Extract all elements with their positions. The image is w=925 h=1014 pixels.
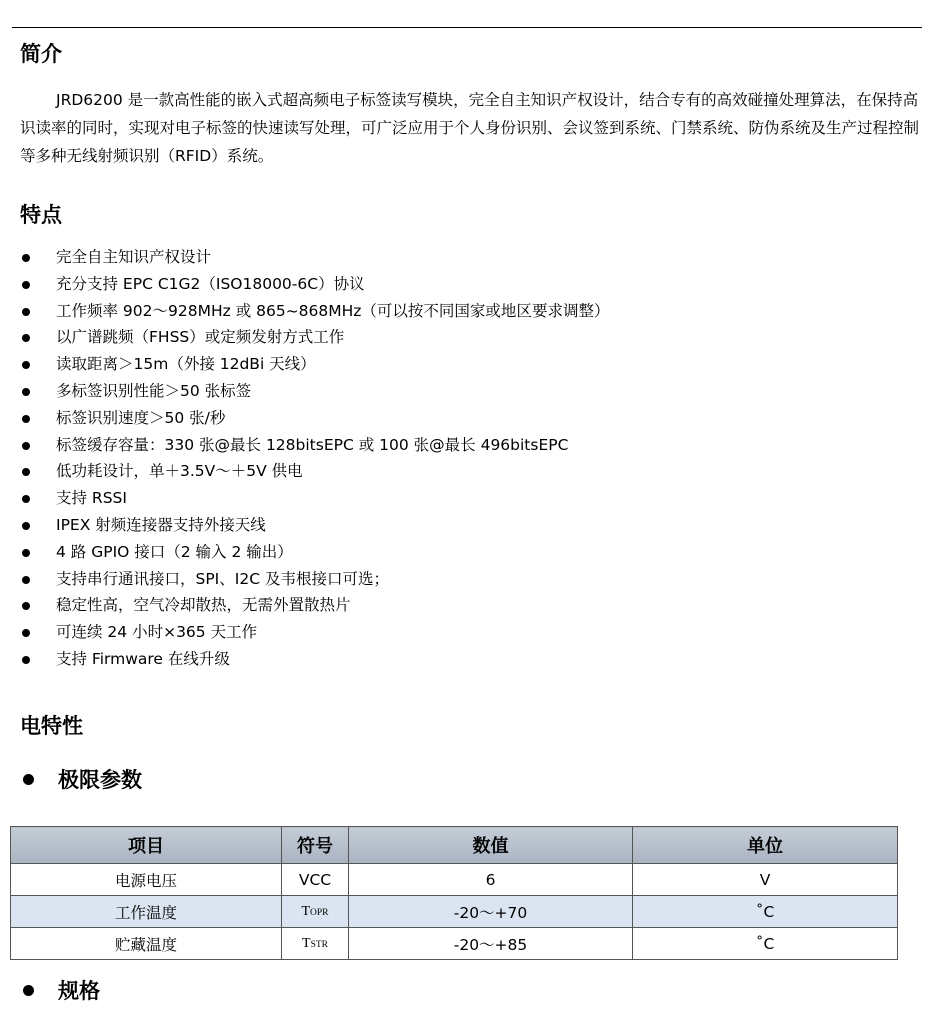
bullet-icon <box>23 985 34 996</box>
cell-symbol: VCC <box>282 864 349 896</box>
feature-item: 充分支持 EPC C1G2（ISO18000-6C）协议 <box>20 271 609 298</box>
feature-item: 支持 RSSI <box>20 485 609 512</box>
feature-item: 读取距离＞15m（外接 12dBi 天线） <box>20 351 609 378</box>
bullet-icon <box>22 281 30 289</box>
feature-item: 低功耗设计，单＋3.5V～＋5V 供电 <box>20 458 609 485</box>
feature-item: IPEX 射频连接器支持外接天线 <box>20 512 609 539</box>
bullet-icon <box>22 549 30 557</box>
cell-value: -20～+85 <box>349 928 633 960</box>
table-row <box>11 864 898 896</box>
table-header-row <box>11 827 898 864</box>
bullet-icon <box>22 576 30 584</box>
bullet-icon <box>22 442 30 450</box>
feature-item: 标签缓存容量：330 张@最长 128bitsEPC 或 100 张@最长 496bitsEPC <box>20 432 609 459</box>
intro-paragraph: JRD6200 是一款高性能的嵌入式超高频电子标签读写模块，完全自主知识产权设计，结合专有的高效碰撞处理算法，在保持高识读率的同时，实现对电子标签的快速读写处理，可广泛应用于个人身份识别、会议签到系统、门禁系统、防伪系统及生产过程控制等多种无线射频识别（RFID）系统。 <box>20 91 920 165</box>
bullet-icon <box>22 468 30 476</box>
feature-item: 以广谱跳频（FHSS）或定频发射方式工作 <box>20 324 609 351</box>
cell-symbol: TOPR <box>282 896 349 928</box>
limits-heading: 极限参数 <box>20 768 142 793</box>
bullet-icon <box>22 361 30 369</box>
bullet-icon <box>22 522 30 530</box>
feature-item: 4 路 GPIO 接口（2 输入 2 输出） <box>20 539 609 566</box>
col-header-symbol: 符号 <box>282 827 349 864</box>
bullet-icon <box>22 415 30 423</box>
feature-item: 支持串行通讯接口，SPI、I2C 及韦根接口可选； <box>20 566 609 593</box>
spec-heading: 规格 <box>20 979 100 1004</box>
limits-table <box>10 826 898 960</box>
feature-item: 稳定性高，空气冷却散热，无需外置散热片 <box>20 592 609 619</box>
table-row <box>11 896 898 928</box>
cell-unit: V <box>633 864 898 896</box>
bullet-icon <box>22 656 30 664</box>
table-row <box>11 928 898 960</box>
cell-value: 6 <box>349 864 633 896</box>
electrical-heading: 电特性 <box>20 714 83 738</box>
cell-item: 工作温度 <box>11 896 282 928</box>
feature-item: 支持 Firmware 在线升级 <box>20 646 609 673</box>
bullet-icon <box>22 334 30 342</box>
features-heading: 特点 <box>20 203 62 227</box>
col-header-unit: 单位 <box>633 827 898 864</box>
cell-unit: ˚C <box>633 928 898 960</box>
features-list <box>20 244 609 673</box>
cell-value: -20～+70 <box>349 896 633 928</box>
col-header-value: 数值 <box>349 827 633 864</box>
cell-item: 电源电压 <box>11 864 282 896</box>
bullet-icon <box>22 254 30 262</box>
bullet-icon <box>23 774 34 785</box>
col-header-item: 项目 <box>11 827 282 864</box>
bullet-icon <box>22 629 30 637</box>
feature-item: 标签识别速度＞50 张/秒 <box>20 405 609 432</box>
cell-item: 贮藏温度 <box>11 928 282 960</box>
bullet-icon <box>22 308 30 316</box>
feature-item: 完全自主知识产权设计 <box>20 244 609 271</box>
bullet-icon <box>22 495 30 503</box>
bullet-icon <box>22 602 30 610</box>
cell-symbol: TSTR <box>282 928 349 960</box>
bullet-icon <box>22 388 30 396</box>
feature-item: 工作频率 902～928MHz 或 865~868MHz（可以按不同国家或地区要求调整） <box>20 298 609 325</box>
intro-heading: 简介 <box>20 42 62 66</box>
top-rule <box>12 27 922 28</box>
cell-unit: ˚C <box>633 896 898 928</box>
feature-item: 多标签识别性能＞50 张标签 <box>20 378 609 405</box>
feature-item: 可连续 24 小时×365 天工作 <box>20 619 609 646</box>
